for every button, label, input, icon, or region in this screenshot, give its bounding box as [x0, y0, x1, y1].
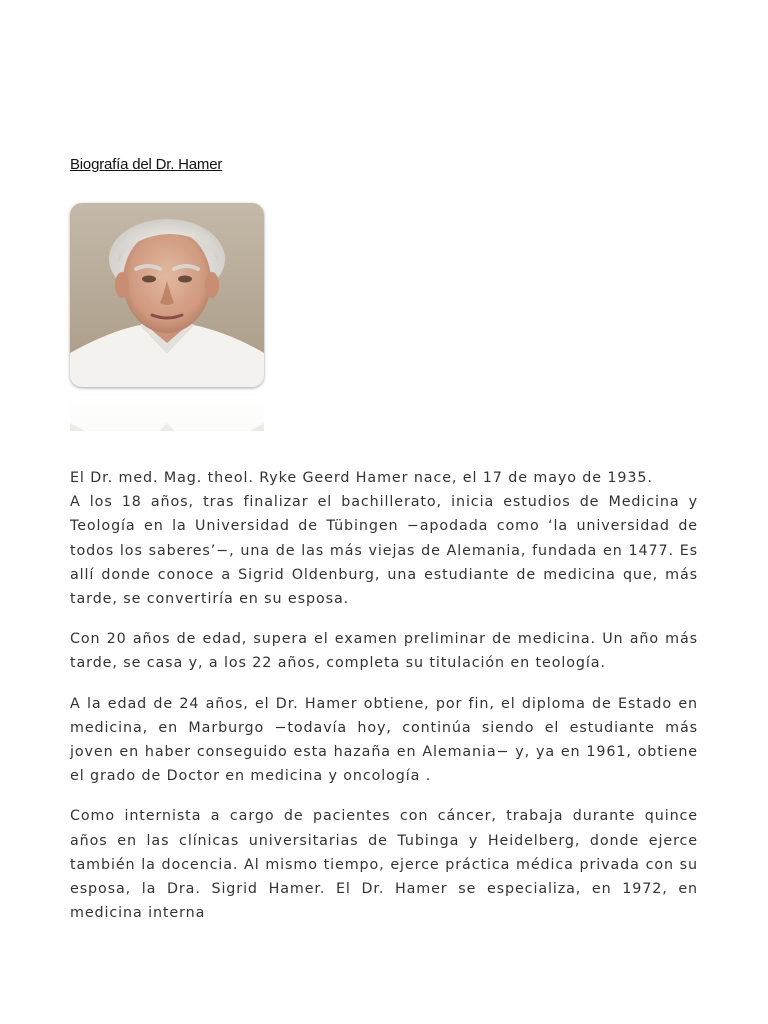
paragraph-exam: Con 20 años de edad, supera el examen preliminar de medicina. Un año más tarde, se casa y, a los 22 años, completa su titulación en teología. [70, 631, 698, 672]
paragraph-birth: El Dr. med. Mag. theol. Ryke Geerd Hamer nace, el 17 de mayo de 1935. [70, 470, 653, 486]
portrait-reflection [70, 389, 264, 431]
paragraph-studies: A los 18 años, tras finalizar el bachillerato, inicia estudios de Medicina y Teología en la Universidad de Tübingen −apodada como ‘la universidad de todos los saberes’−, una de las más viejas de Alemania, fundada en 1477. Es allí donde conoce a Sigrid Oldenburg, una estudiante de medicina que, más tarde, se convertiría en su esposa. [70, 494, 698, 608]
document-body [70, 466, 698, 941]
paragraph-internist: Como internista a cargo de pacientes con cáncer, trabaja durante quince años en las clínicas universitarias de Tubinga y Heidelberg, donde ejerce también la docencia. Al mismo tiempo, ejerce práctica médica privada con su esposa, la Dra. Sigrid Hamer. El Dr. Hamer se especializa, en 1972, en medicina interna [70, 808, 698, 922]
portrait-figure [70, 203, 264, 431]
paragraph-diploma: A la edad de 24 años, el Dr. Hamer obtiene, por fin, el diploma de Estado en medicina, en Marburgo −todavía hoy, continúa siendo el estudiante más joven en haber conseguido esta hazaña en Alemania− y, ya en 1961, obtiene el grado de Doctor en medicina y oncología . [70, 695, 698, 785]
portrait-photo-icon [70, 203, 264, 387]
document-title: Biografía del Dr. Hamer [70, 156, 223, 173]
